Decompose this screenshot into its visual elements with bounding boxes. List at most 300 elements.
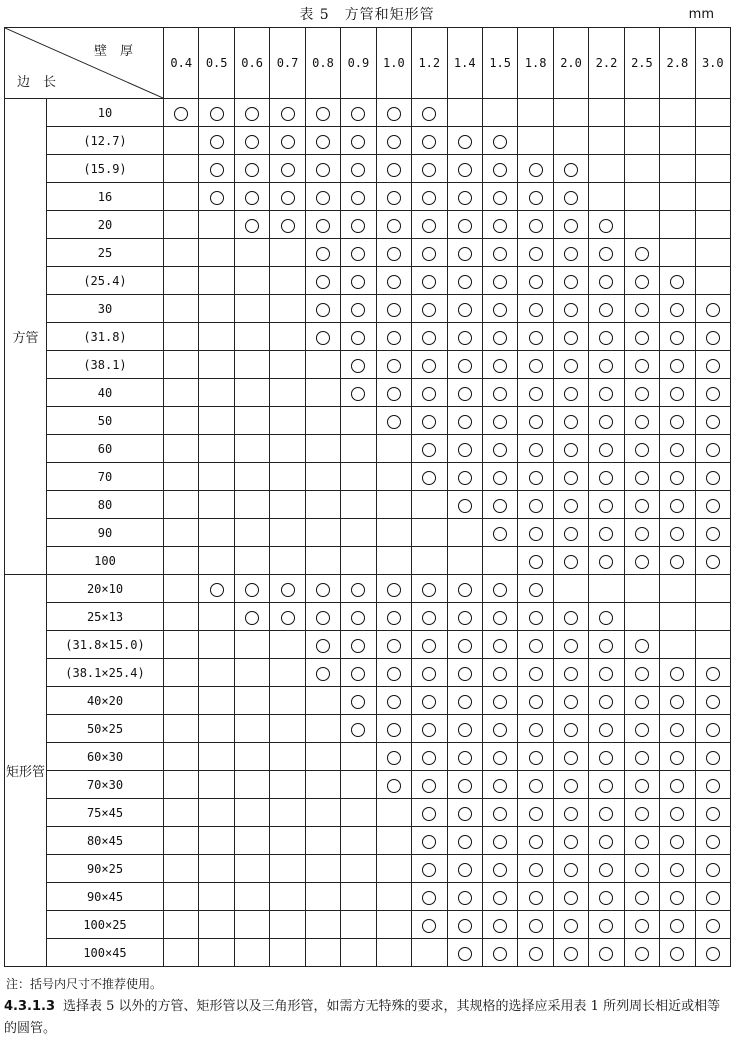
availability-cell: [660, 155, 695, 183]
availability-cell: [624, 603, 659, 631]
available-circle-mark: [351, 247, 365, 261]
table-row: [5, 463, 731, 491]
available-circle-mark: [387, 163, 401, 177]
availability-cell: [234, 603, 269, 631]
size-cell: 25: [47, 239, 164, 267]
availability-cell: [305, 827, 340, 855]
availability-cell: [164, 715, 199, 743]
available-circle-mark: [281, 583, 295, 597]
available-circle-mark: [422, 415, 436, 429]
availability-cell: [695, 743, 730, 771]
available-circle-mark: [706, 947, 720, 961]
available-circle-mark: [351, 611, 365, 625]
available-circle-mark: [706, 695, 720, 709]
availability-cell: [624, 687, 659, 715]
size-cell: 60: [47, 435, 164, 463]
availability-cell: [164, 239, 199, 267]
availability-cell: [518, 127, 553, 155]
availability-cell: [482, 155, 517, 183]
available-circle-mark: [529, 947, 543, 961]
available-circle-mark: [493, 135, 507, 149]
available-circle-mark: [245, 135, 259, 149]
available-circle-mark: [493, 835, 507, 849]
availability-cell: [199, 911, 234, 939]
corner-label-side-length: 边 长: [17, 75, 57, 90]
availability-cell: [341, 547, 376, 575]
availability-cell: [482, 127, 517, 155]
availability-cell: [234, 827, 269, 855]
available-circle-mark: [210, 583, 224, 597]
availability-cell: [695, 771, 730, 799]
available-circle-mark: [351, 219, 365, 233]
availability-cell: [305, 575, 340, 603]
available-circle-mark: [493, 471, 507, 485]
availability-cell: [482, 603, 517, 631]
availability-cell: [695, 519, 730, 547]
availability-cell: [553, 827, 588, 855]
available-circle-mark: [458, 191, 472, 205]
table-row: [5, 351, 731, 379]
available-circle-mark: [706, 415, 720, 429]
availability-cell: [341, 687, 376, 715]
table-row: [5, 799, 731, 827]
availability-cell: [234, 127, 269, 155]
table-row: [5, 183, 731, 211]
available-circle-mark: [493, 695, 507, 709]
availability-cell: [234, 407, 269, 435]
availability-cell: [624, 827, 659, 855]
availability-cell: [234, 155, 269, 183]
available-circle-mark: [564, 919, 578, 933]
available-circle-mark: [458, 583, 472, 597]
availability-cell: [624, 939, 659, 967]
availability-cell: [305, 743, 340, 771]
availability-cell: [164, 939, 199, 967]
table-row: [5, 267, 731, 295]
availability-cell: [624, 631, 659, 659]
availability-cell: [589, 99, 624, 127]
availability-cell: [660, 855, 695, 883]
availability-cell: [164, 351, 199, 379]
table-row: [5, 939, 731, 967]
availability-cell: [589, 939, 624, 967]
availability-cell: [412, 687, 447, 715]
available-circle-mark: [387, 695, 401, 709]
availability-cell: [412, 491, 447, 519]
availability-cell: [482, 267, 517, 295]
availability-cell: [164, 155, 199, 183]
available-circle-mark: [706, 891, 720, 905]
availability-cell: [270, 267, 305, 295]
availability-cell: [234, 687, 269, 715]
available-circle-mark: [245, 191, 259, 205]
availability-cell: [412, 407, 447, 435]
available-circle-mark: [670, 779, 684, 793]
available-circle-mark: [387, 611, 401, 625]
availability-cell: [624, 183, 659, 211]
availability-cell: [376, 211, 411, 239]
availability-cell: [199, 939, 234, 967]
availability-cell: [518, 435, 553, 463]
availability-cell: [412, 295, 447, 323]
availability-cell: [447, 771, 482, 799]
availability-cell: [412, 351, 447, 379]
available-circle-mark: [706, 807, 720, 821]
available-circle-mark: [529, 499, 543, 513]
availability-cell: [270, 211, 305, 239]
availability-cell: [341, 771, 376, 799]
availability-cell: [518, 743, 553, 771]
availability-cell: [341, 323, 376, 351]
availability-cell: [305, 183, 340, 211]
available-circle-mark: [422, 331, 436, 345]
table-row: [5, 519, 731, 547]
availability-cell: [376, 575, 411, 603]
available-circle-mark: [493, 443, 507, 457]
available-circle-mark: [670, 499, 684, 513]
availability-cell: [199, 659, 234, 687]
availability-cell: [553, 603, 588, 631]
thickness-header-cell: 1.4: [447, 28, 482, 99]
availability-cell: [660, 183, 695, 211]
availability-cell: [376, 659, 411, 687]
availability-cell: [589, 855, 624, 883]
available-circle-mark: [422, 163, 436, 177]
size-cell: 90: [47, 519, 164, 547]
available-circle-mark: [670, 331, 684, 345]
available-circle-mark: [706, 303, 720, 317]
availability-cell: [234, 351, 269, 379]
available-circle-mark: [281, 135, 295, 149]
available-circle-mark: [422, 359, 436, 373]
available-circle-mark: [529, 919, 543, 933]
availability-cell: [660, 631, 695, 659]
availability-cell: [341, 239, 376, 267]
available-circle-mark: [458, 443, 472, 457]
availability-cell: [270, 491, 305, 519]
available-circle-mark: [245, 163, 259, 177]
available-circle-mark: [351, 387, 365, 401]
available-circle-mark: [670, 807, 684, 821]
availability-cell: [164, 771, 199, 799]
available-circle-mark: [351, 359, 365, 373]
available-circle-mark: [706, 331, 720, 345]
available-circle-mark: [635, 807, 649, 821]
available-circle-mark: [599, 723, 613, 737]
availability-cell: [412, 127, 447, 155]
available-circle-mark: [422, 471, 436, 485]
availability-cell: [695, 603, 730, 631]
available-circle-mark: [670, 443, 684, 457]
availability-cell: [341, 743, 376, 771]
available-circle-mark: [210, 191, 224, 205]
available-circle-mark: [599, 247, 613, 261]
availability-cell: [482, 575, 517, 603]
availability-cell: [305, 659, 340, 687]
available-circle-mark: [281, 107, 295, 121]
availability-cell: [482, 855, 517, 883]
group-label-cell: 矩形管: [5, 575, 47, 967]
available-circle-mark: [458, 723, 472, 737]
availability-cell: [553, 127, 588, 155]
size-cell: 100×45: [47, 939, 164, 967]
availability-cell: [660, 575, 695, 603]
available-circle-mark: [493, 723, 507, 737]
size-cell: 70×30: [47, 771, 164, 799]
availability-cell: [660, 211, 695, 239]
availability-cell: [624, 211, 659, 239]
size-cell: 10: [47, 99, 164, 127]
available-circle-mark: [529, 443, 543, 457]
availability-cell: [341, 939, 376, 967]
table-row: [5, 323, 731, 351]
availability-cell: [412, 211, 447, 239]
available-circle-mark: [599, 415, 613, 429]
availability-cell: [695, 491, 730, 519]
availability-cell: [305, 99, 340, 127]
thickness-header-cell: 1.5: [482, 28, 517, 99]
size-cell: 90×25: [47, 855, 164, 883]
available-circle-mark: [599, 779, 613, 793]
availability-cell: [553, 659, 588, 687]
availability-cell: [164, 575, 199, 603]
available-circle-mark: [422, 583, 436, 597]
available-circle-mark: [564, 163, 578, 177]
availability-cell: [482, 435, 517, 463]
table-row: [5, 855, 731, 883]
availability-cell: [447, 351, 482, 379]
table-row: [5, 659, 731, 687]
availability-cell: [305, 155, 340, 183]
available-circle-mark: [422, 723, 436, 737]
corner-label-thickness: 壁 厚: [93, 44, 133, 59]
available-circle-mark: [458, 415, 472, 429]
availability-cell: [589, 799, 624, 827]
available-circle-mark: [529, 555, 543, 569]
availability-cell: [482, 939, 517, 967]
availability-cell: [482, 631, 517, 659]
available-circle-mark: [351, 723, 365, 737]
availability-cell: [164, 855, 199, 883]
available-circle-mark: [564, 611, 578, 625]
availability-cell: [199, 239, 234, 267]
available-circle-mark: [422, 219, 436, 233]
availability-cell: [376, 239, 411, 267]
available-circle-mark: [564, 331, 578, 345]
available-circle-mark: [564, 387, 578, 401]
availability-cell: [695, 435, 730, 463]
availability-cell: [199, 323, 234, 351]
availability-cell: [482, 323, 517, 351]
available-circle-mark: [316, 667, 330, 681]
available-circle-mark: [316, 331, 330, 345]
availability-cell: [589, 883, 624, 911]
available-circle-mark: [493, 639, 507, 653]
availability-cell: [305, 883, 340, 911]
available-circle-mark: [635, 331, 649, 345]
availability-cell: [199, 407, 234, 435]
available-circle-mark: [529, 191, 543, 205]
availability-cell: [412, 939, 447, 967]
availability-cell: [447, 323, 482, 351]
availability-cell: [695, 295, 730, 323]
available-circle-mark: [351, 639, 365, 653]
availability-cell: [412, 631, 447, 659]
thickness-header-cell: 2.2: [589, 28, 624, 99]
availability-cell: [234, 239, 269, 267]
available-circle-mark: [670, 919, 684, 933]
table-row: [5, 827, 731, 855]
availability-cell: [412, 603, 447, 631]
availability-cell: [270, 127, 305, 155]
available-circle-mark: [422, 807, 436, 821]
availability-cell: [518, 351, 553, 379]
availability-cell: [199, 491, 234, 519]
availability-cell: [447, 295, 482, 323]
header-row: [5, 28, 731, 99]
availability-cell: [376, 127, 411, 155]
availability-cell: [376, 883, 411, 911]
availability-cell: [660, 547, 695, 575]
availability-cell: [164, 827, 199, 855]
availability-cell: [341, 267, 376, 295]
availability-cell: [553, 99, 588, 127]
available-circle-mark: [458, 359, 472, 373]
available-circle-mark: [564, 751, 578, 765]
availability-cell: [589, 463, 624, 491]
availability-cell: [341, 211, 376, 239]
available-circle-mark: [635, 443, 649, 457]
availability-cell: [164, 911, 199, 939]
available-circle-mark: [635, 779, 649, 793]
available-circle-mark: [670, 723, 684, 737]
availability-cell: [376, 155, 411, 183]
available-circle-mark: [706, 359, 720, 373]
availability-cell: [270, 771, 305, 799]
availability-cell: [624, 351, 659, 379]
available-circle-mark: [706, 499, 720, 513]
available-circle-mark: [670, 415, 684, 429]
available-circle-mark: [599, 443, 613, 457]
available-circle-mark: [599, 863, 613, 877]
available-circle-mark: [493, 863, 507, 877]
available-circle-mark: [387, 639, 401, 653]
availability-cell: [553, 855, 588, 883]
available-circle-mark: [706, 527, 720, 541]
available-circle-mark: [493, 331, 507, 345]
available-circle-mark: [599, 527, 613, 541]
availability-cell: [270, 379, 305, 407]
availability-cell: [482, 911, 517, 939]
available-circle-mark: [316, 303, 330, 317]
availability-cell: [199, 127, 234, 155]
availability-cell: [447, 911, 482, 939]
availability-cell: [270, 99, 305, 127]
available-circle-mark: [635, 555, 649, 569]
size-cell: (38.1): [47, 351, 164, 379]
availability-cell: [482, 379, 517, 407]
availability-cell: [553, 687, 588, 715]
availability-cell: [589, 155, 624, 183]
availability-cell: [695, 379, 730, 407]
availability-cell: [305, 547, 340, 575]
availability-cell: [589, 407, 624, 435]
availability-cell: [695, 827, 730, 855]
availability-cell: [589, 631, 624, 659]
availability-cell: [341, 855, 376, 883]
available-circle-mark: [706, 919, 720, 933]
available-circle-mark: [493, 583, 507, 597]
available-circle-mark: [493, 387, 507, 401]
available-circle-mark: [281, 163, 295, 177]
availability-cell: [660, 659, 695, 687]
availability-cell: [164, 519, 199, 547]
availability-cell: [518, 715, 553, 743]
available-circle-mark: [529, 695, 543, 709]
availability-cell: [270, 631, 305, 659]
availability-cell: [270, 939, 305, 967]
availability-cell: [518, 295, 553, 323]
size-cell: 80×45: [47, 827, 164, 855]
availability-cell: [199, 351, 234, 379]
availability-cell: [234, 547, 269, 575]
availability-cell: [164, 407, 199, 435]
availability-cell: [234, 715, 269, 743]
availability-cell: [270, 323, 305, 351]
available-circle-mark: [351, 583, 365, 597]
available-circle-mark: [387, 275, 401, 289]
availability-cell: [199, 771, 234, 799]
available-circle-mark: [564, 667, 578, 681]
availability-cell: [234, 855, 269, 883]
availability-cell: [518, 239, 553, 267]
availability-cell: [447, 575, 482, 603]
available-circle-mark: [599, 695, 613, 709]
availability-cell: [695, 127, 730, 155]
availability-cell: [624, 323, 659, 351]
thickness-header-cell: 2.5: [624, 28, 659, 99]
availability-cell: [553, 267, 588, 295]
availability-cell: [447, 883, 482, 911]
available-circle-mark: [281, 191, 295, 205]
availability-cell: [270, 743, 305, 771]
available-circle-mark: [210, 135, 224, 149]
availability-cell: [199, 575, 234, 603]
available-circle-mark: [564, 779, 578, 793]
thickness-header-cell: 0.8: [305, 28, 340, 99]
availability-cell: [270, 687, 305, 715]
availability-cell: [518, 183, 553, 211]
available-circle-mark: [564, 695, 578, 709]
table-row: [5, 883, 731, 911]
availability-cell: [270, 519, 305, 547]
availability-cell: [341, 435, 376, 463]
thickness-header-cell: 2.0: [553, 28, 588, 99]
availability-cell: [412, 99, 447, 127]
available-circle-mark: [316, 639, 330, 653]
availability-cell: [482, 715, 517, 743]
availability-cell: [447, 827, 482, 855]
availability-cell: [164, 379, 199, 407]
availability-cell: [199, 827, 234, 855]
size-cell: 40×20: [47, 687, 164, 715]
available-circle-mark: [599, 835, 613, 849]
available-circle-mark: [635, 947, 649, 961]
availability-cell: [234, 295, 269, 323]
availability-cell: [305, 687, 340, 715]
availability-cell: [447, 855, 482, 883]
available-circle-mark: [351, 303, 365, 317]
